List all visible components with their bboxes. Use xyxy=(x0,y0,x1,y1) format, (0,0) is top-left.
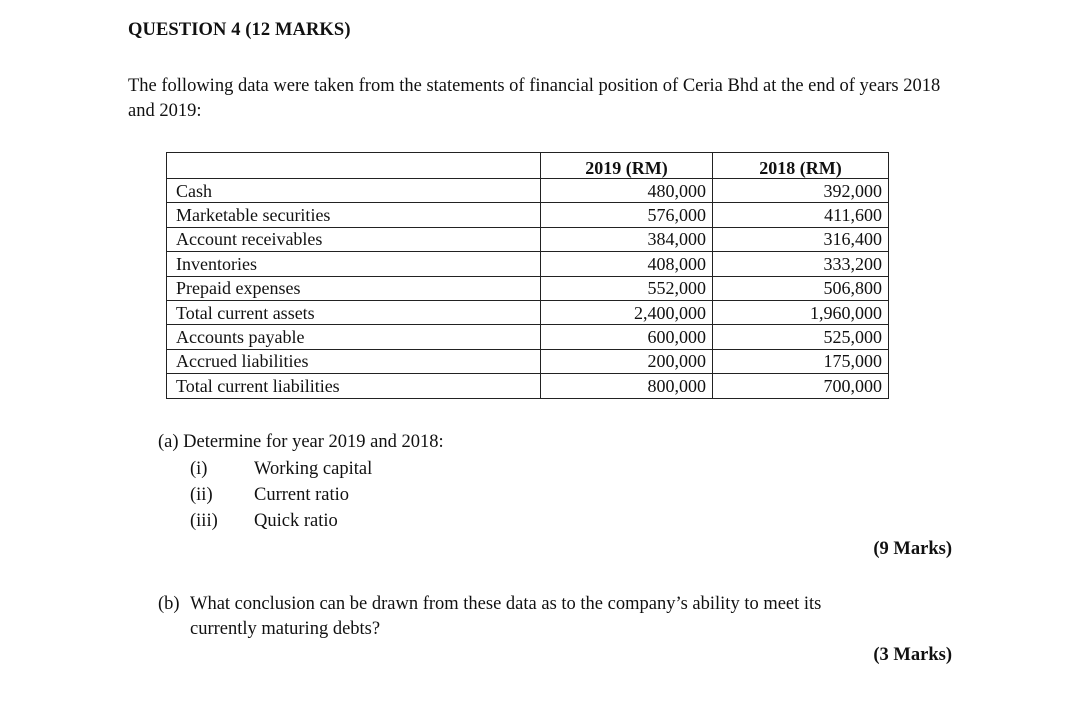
value-2019: 552,000 xyxy=(541,276,713,300)
value-2018: 700,000 xyxy=(713,374,889,398)
part-a-label: (a) xyxy=(158,432,179,452)
value-2019: 576,000 xyxy=(541,203,713,227)
value-2018: 392,000 xyxy=(713,179,889,203)
table-row-total xyxy=(167,374,889,398)
table-row xyxy=(167,276,889,300)
row-label: Account receivables xyxy=(167,227,541,251)
row-label: Cash xyxy=(167,179,541,203)
question-intro: The following data were taken from the statements of financial position of Ceria Bhd at the end of years 2018 and 2019: xyxy=(128,76,941,121)
value-2019: 384,000 xyxy=(541,227,713,251)
value-2019: 2,400,000 xyxy=(541,300,713,324)
value-2018: 525,000 xyxy=(713,325,889,349)
part-b-text-line1: What conclusion can be drawn from these data as to the company’s ability to meet its xyxy=(190,594,822,614)
table-row xyxy=(167,179,889,203)
header-2019: 2019 (RM) xyxy=(541,153,713,179)
part-b-text-line2: currently maturing debts? xyxy=(190,619,381,639)
header-label xyxy=(167,153,541,179)
value-2018: 1,960,000 xyxy=(713,300,889,324)
part-b-marks: (3 Marks) xyxy=(873,645,952,665)
item-text: Current ratio xyxy=(254,485,350,505)
part-b-prompt xyxy=(158,592,954,642)
value-2018: 506,800 xyxy=(713,276,889,300)
value-2019: 800,000 xyxy=(541,374,713,398)
value-2019: 480,000 xyxy=(541,179,713,203)
value-2018: 175,000 xyxy=(713,349,889,373)
item-text: Working capital xyxy=(254,459,373,479)
row-label: Inventories xyxy=(167,252,541,276)
table-row xyxy=(167,203,889,227)
table-row-total xyxy=(167,300,889,324)
value-2018: 333,200 xyxy=(713,252,889,276)
financial-position-table xyxy=(166,152,889,399)
part-a-text: Determine for year 2019 and 2018: xyxy=(183,432,444,452)
table-row xyxy=(167,349,889,373)
row-label: Marketable securities xyxy=(167,203,541,227)
part-a-prompt xyxy=(158,432,444,453)
row-label: Total current liabilities xyxy=(167,374,541,398)
item-number: (iii) xyxy=(190,511,218,531)
part-a-marks: (9 Marks) xyxy=(873,539,952,559)
table-row xyxy=(167,325,889,349)
item-number: (ii) xyxy=(190,485,213,505)
part-a-item xyxy=(190,459,372,480)
item-number: (i) xyxy=(190,459,208,479)
item-text: Quick ratio xyxy=(254,511,338,531)
value-2019: 200,000 xyxy=(541,349,713,373)
part-b-label: (b) xyxy=(158,594,180,614)
part-a-item xyxy=(190,511,338,532)
part-a-item xyxy=(190,485,349,506)
value-2019: 408,000 xyxy=(541,252,713,276)
value-2019: 600,000 xyxy=(541,325,713,349)
table-header-row xyxy=(167,153,889,179)
row-label: Accounts payable xyxy=(167,325,541,349)
row-label: Total current assets xyxy=(167,300,541,324)
header-2018: 2018 (RM) xyxy=(713,153,889,179)
value-2018: 316,400 xyxy=(713,227,889,251)
value-2018: 411,600 xyxy=(713,203,889,227)
row-label: Accrued liabilities xyxy=(167,349,541,373)
table-row xyxy=(167,252,889,276)
table-row xyxy=(167,227,889,251)
row-label: Prepaid expenses xyxy=(167,276,541,300)
question-heading: QUESTION 4 (12 MARKS) xyxy=(128,20,351,40)
